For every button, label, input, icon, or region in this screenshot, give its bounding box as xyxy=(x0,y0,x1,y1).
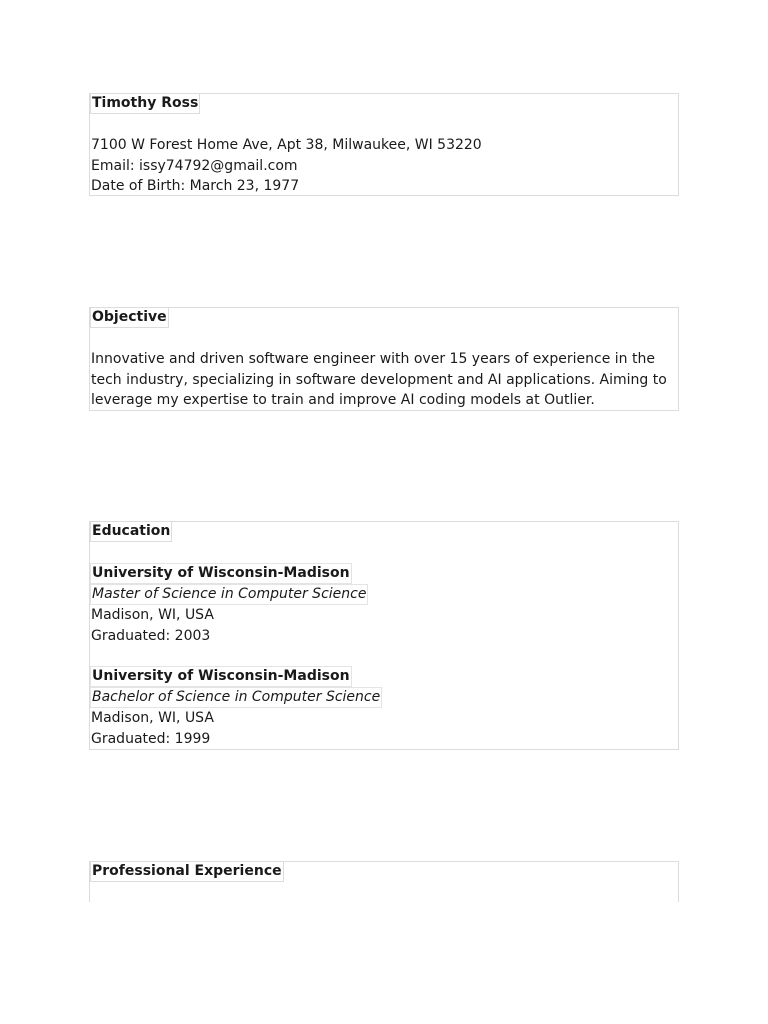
objective-section xyxy=(89,307,679,411)
experience-heading: Professional Experience xyxy=(90,861,284,882)
experience-section xyxy=(89,861,679,902)
institution-name: University of Wisconsin-Madison xyxy=(90,563,352,584)
education-location: Madison, WI, USA xyxy=(91,710,214,726)
education-section xyxy=(89,521,679,750)
graduation-year: Graduated: 1999 xyxy=(91,730,211,747)
objective-text: Innovative and driven software engineer with over 15 years of experience in the tech industry, specializing in software development and AI applications. Aiming to leverage my expertise to train and improve AI coding models at Outlier. xyxy=(91,351,667,408)
email-line: Email: issy74792@gmail.com xyxy=(91,157,298,174)
degree-title: Bachelor of Science in Computer Science xyxy=(90,687,382,708)
education-entry xyxy=(91,666,677,749)
education-heading: Education xyxy=(90,521,172,542)
education-entry xyxy=(91,563,677,646)
address-line: 7100 W Forest Home Ave, Apt 38, Milwaukee, WI 53220 xyxy=(91,137,482,153)
dob-line: Date of Birth: March 23, 1977 xyxy=(91,178,300,194)
institution-name: University of Wisconsin-Madison xyxy=(90,666,352,687)
degree-title: Master of Science in Computer Science xyxy=(90,584,368,605)
graduation-year: Graduated: 2003 xyxy=(91,627,211,644)
education-location: Madison, WI, USA xyxy=(91,607,214,623)
objective-heading: Objective xyxy=(90,307,169,328)
candidate-name: Timothy Ross xyxy=(90,93,200,114)
contact-section xyxy=(89,93,679,196)
